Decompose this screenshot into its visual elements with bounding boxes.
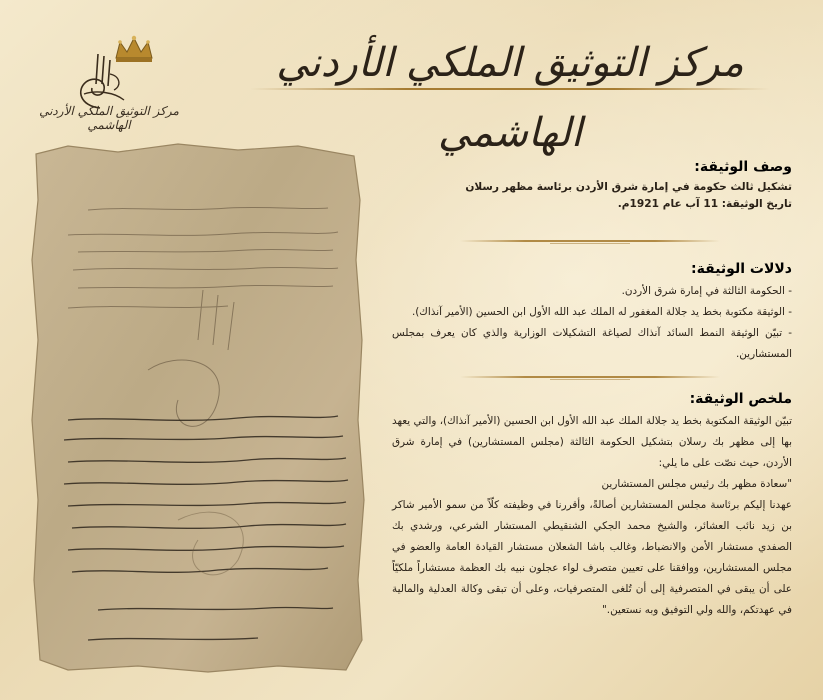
significance-item: - الحكومة الثالثة في إمارة شرق الأردن. <box>621 285 792 297</box>
description-title: وصف الوثيقة: <box>694 159 792 175</box>
logo <box>34 30 184 132</box>
summary-body: عهدنا إليكم برئاسة مجلس المستشارين أصالةً، وأقررنا في وظيفته كلّاً من سمو الأمير شاكر بن زيد نائب العشائر، والشيخ محمد الجكي الشنقيطي المستشار الشرعي، ورشدي بك الصفدي مستشار الأمن والانضباط، وغالب باشا الشعلان مستشار القيادة العامة والعضو في مجلس المستشارين، ووافقنا على تعيين متصرف لواء عجلون نبيه بك العظمة مستشاراً ملكيّاً على أن يبقى في المتصرفية إلى أن تُلغى المتصرفيات، وعلى أن تبقى وكالة العدلية والمالية في عهدتكم، والله ولي التوفيق وبه نستعين." <box>392 499 792 616</box>
description-section <box>392 158 792 213</box>
page-title <box>230 28 790 156</box>
significance-title: دلالات الوثيقة: <box>691 261 792 277</box>
description-line: تشكيل ثالث حكومة في إمارة شرق الأردن برئاسة مظهر رسلان <box>465 181 792 193</box>
page-title-text: مركز التوثيق الملكي الأردني الهاشمي <box>276 40 744 156</box>
summary-title: ملخص الوثيقة: <box>689 391 792 407</box>
summary-salutation: "سعادة مظهر بك رئيس مجلس المستشارين <box>601 478 792 490</box>
document-scan <box>28 140 368 675</box>
title-ornament <box>250 88 770 90</box>
logo-caption: مركز التوثيق الملكي الأردني الهاشمي <box>39 104 179 132</box>
tughra-icon <box>70 50 130 112</box>
significance-item: - تبيّن الوثيقة النمط السائد آنذاك لصياغة التشكيلات الوزارية والذي كان يعرف بمجلس المستشارين. <box>392 327 792 360</box>
summary-intro: تبيّن الوثيقة المكتوبة بخط يد جلالة الملك عبد الله الأول ابن الحسين (الأمير آنذاك)، والتي يعهد بها إلى مظهر بك رسلان بتشكيل الحكومة الثالثة (مجلس المستشارين) في إمارة شرق الأردن، حيث نصّت على ما يلي: <box>392 415 792 469</box>
significance-item: - الوثيقة مكتوبة بخط يد جلالة المغفور له الملك عبد الله الأول ابن الحسين (الأمير آنذاك). <box>411 306 792 318</box>
significance-section <box>392 260 792 365</box>
description-date: تاريخ الوثيقة: 11 آب عام 1921م. <box>617 198 792 210</box>
section-divider <box>460 240 720 242</box>
section-divider <box>460 376 720 378</box>
summary-section <box>392 390 792 621</box>
